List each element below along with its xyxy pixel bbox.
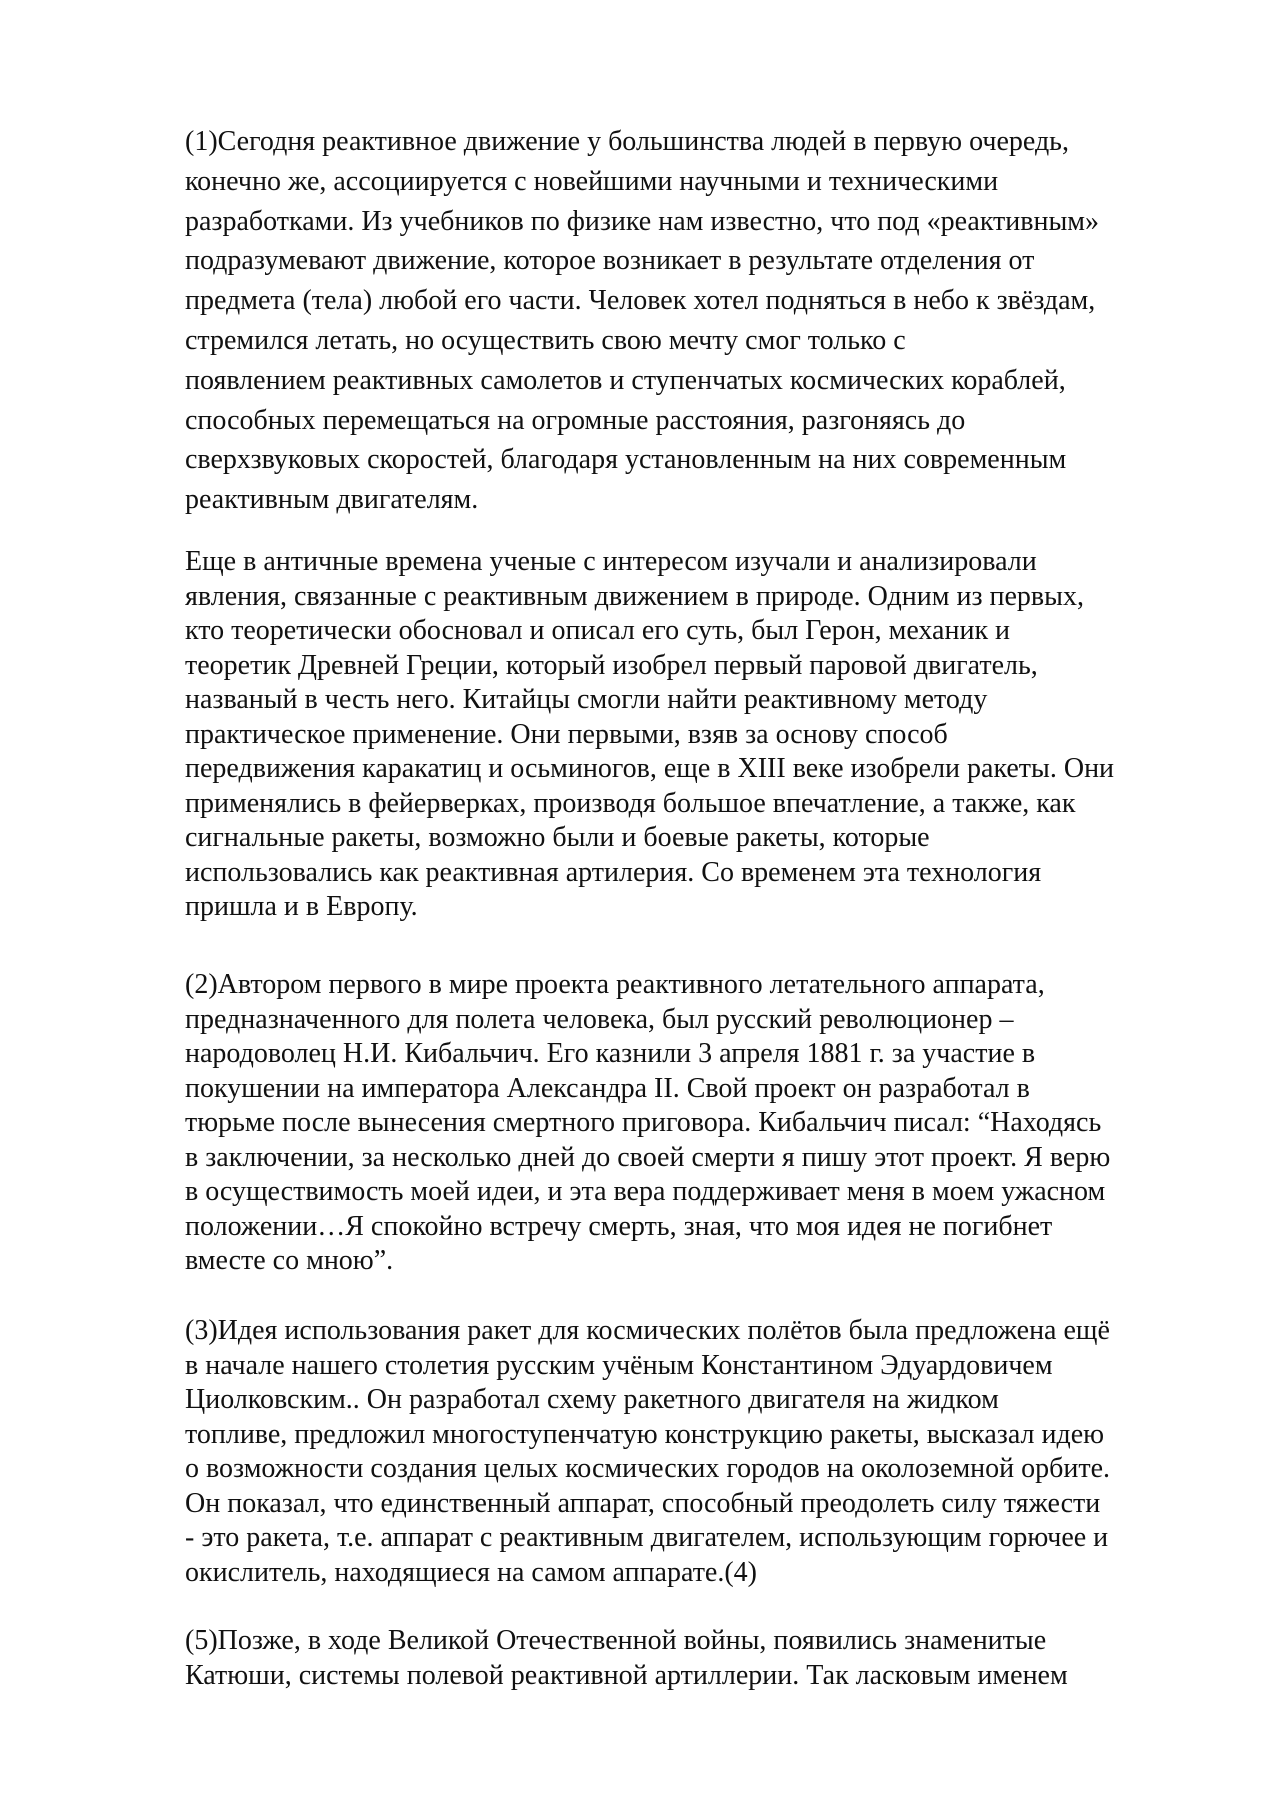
- paragraph-reactive-motion-intro: (1)Сегодня реактивное движение у большинства людей в первую очередь, конечно же, ассоциируется с новейшими научными и техническими разработками. Из учебников по физике нам известно, что под «реактивным» подразумевают движение, которое возникает в результате отделения от предмета (тела) любой его части. Человек хотел подняться в небо к звёздам, стремился летать, но осуществить свою мечту смог только с появлением реактивных самолетов и ступенчатых космических кораблей, способных перемещаться на огромные расстояния, разгоняясь до сверхзвуковых скоростей, благодаря установленным на них современным реактивным двигателям.: [185, 126, 1100, 516]
- paragraph-kibalchich: (2)Автором первого в мире проекта реактивного летательного аппарата, предназначенного для полета человека, был русский революционер – народоволец Н.И. Кибальчич. Его казнили 3 апреля 1881 г. за участие в покушении на императора Александра II. Свой проект он разработал в тюрьме после вынесения смертного приговора. Кибальчич писал: “Находясь в заключении, за несколько дней до своей смерти я пишу этот проект. Я верю в осуществимость моей идеи, и эта вера поддерживает меня в моем ужасном положении…Я спокойно встречу смерть, зная, что моя идея не погибнет вместе со мною”.: [185, 969, 1111, 1276]
- paragraph-ancient-history: Еще в античные времена ученые с интересом изучали и анализировали явления, связанные с реактивным движением в природе. Одним из первых, кто теоретически обосновал и описал его суть, был Герон, механик и теоретик Древней Греции, который изобрел первый паровой двигатель, названый в честь него. Китайцы смогли найти реактивному методу практическое применение. Они первыми, взяв за основу способ передвижения каракатиц и осьминогов, еще в XIII веке изобрели ракеты. Они применялись в фейерверках, производя большое впечатление, а также, как сигнальные ракеты, возможно были и боевые ракеты, которые использовались как реактивная артилерия. Со временем эта технология пришла и в Европу.: [185, 546, 1115, 922]
- paragraph-katyusha: (5)Позже, в ходе Великой Отечественной войны, появились знаменитые Катюши, системы полевой реактивной артиллерии. Так ласковым именем: [185, 1625, 1068, 1691]
- paragraph-tsiolkovsky: (3)Идея использования ракет для космических полётов была предложена ещё в начале нашего столетия русским учёным Константином Эдуардовичем Циолковским.. Он разработал схему ракетного двигателя на жидком топливе, предложил многоступенчатую конструкцию ракеты, высказал идею о возможности создания целых космических городов на околоземной орбите. Он показал, что единственный аппарат, способный преодолеть силу тяжести - это ракета, т.е. аппарат с реактивным двигателем, использующим горючее и окислитель, находящиеся на самом аппарате.(4): [185, 1315, 1111, 1588]
